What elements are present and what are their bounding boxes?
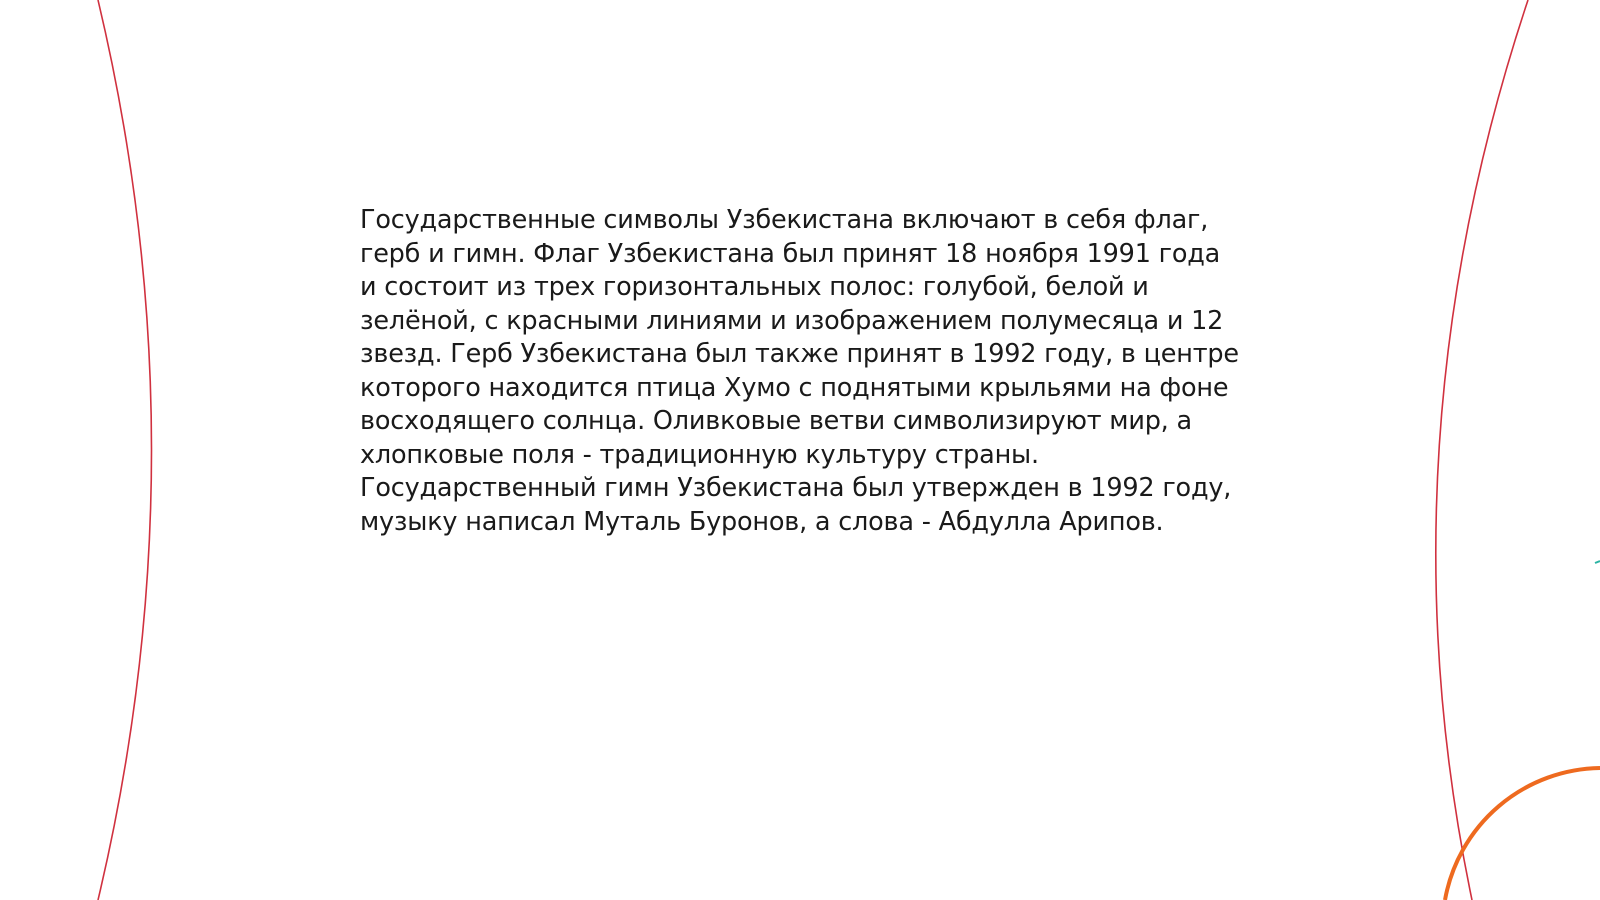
slide-body-text: Государственные символы Узбекистана включают в себя флаг, герб и гимн. Флаг Узбекистана был принят 18 ноября 1991 года и состоит из трех горизонтальных полос: голубой, белой и зелёной, с красными линиями и изображением полумесяца и 12 звезд. Герб Узбекистана был также принят в 1992 году, в центре которого находится птица Хумо с поднятыми крыльями на фоне восходящего солнца. Оливковые ветви символизируют мир, а хлопковые поля - традиционную культуру страны. Государственный гимн Узбекистана был утвержден в 1992 году, музыку написал Муталь Буронов, а слова - Абдулла Арипов. xyxy=(360,205,1239,537)
left-decorative-arc xyxy=(98,0,152,900)
right-decorative-arc xyxy=(1436,0,1528,900)
teal-accent-mark xyxy=(1595,561,1600,563)
